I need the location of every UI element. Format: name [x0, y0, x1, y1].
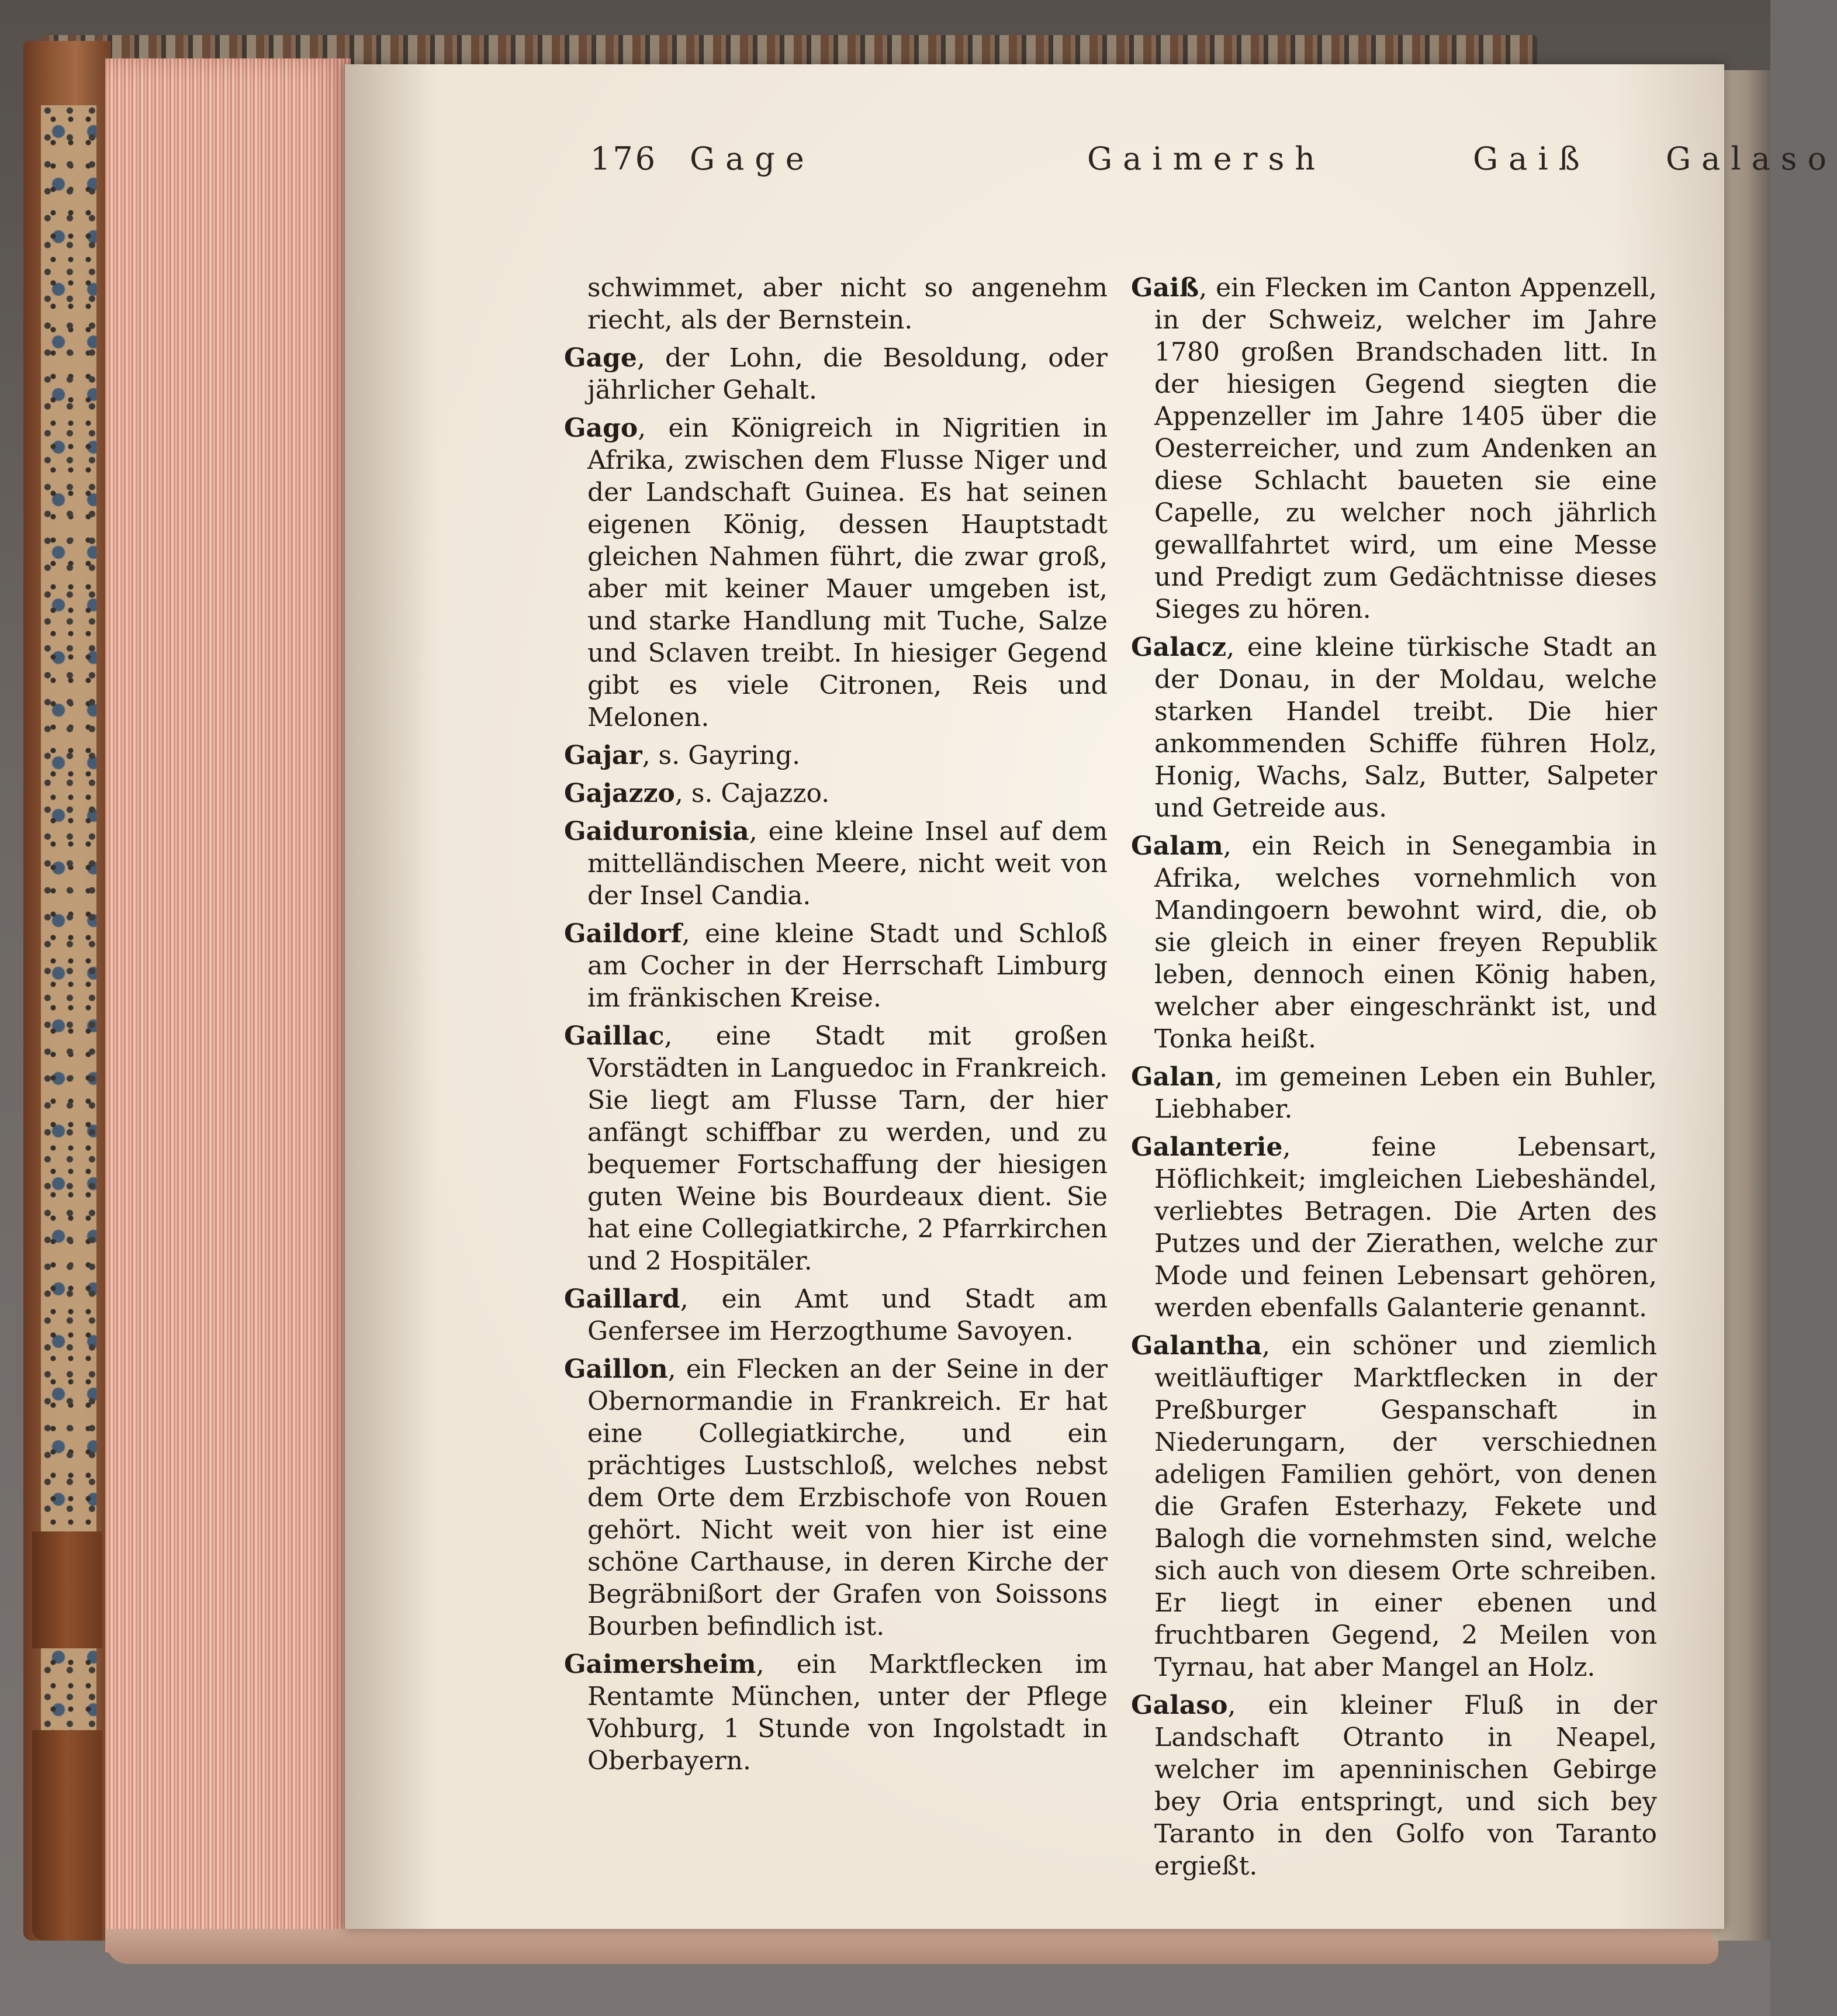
page-number: 176	[590, 140, 658, 177]
left-column	[564, 272, 1108, 1783]
page-block-bottom	[105, 1929, 1718, 1964]
dictionary-entry: Galam, ein Reich in Senegambia in Afrika, welches vornehmlich von Mandingoern bewohnt wird, die, ob sie gleich in einer freyen Republik leben, dennoch einen König haben, welcher aber eingeschränkt ist, und Tonka heißt.	[1131, 831, 1657, 1054]
dictionary-entry: Galanterie, feine Lebensart, Höflichkeit; imgleichen Liebeshändel, verliebtes Betragen. Die Arten des Putzes und der Zierathen, welche zur Mode und feinen Lebensart gehören, werden ebenfalls Galanterie genannt.	[1131, 1132, 1657, 1323]
dictionary-entry: Gaimersheim, ein Marktflecken im Rentamte München, unter der Pflege Vohburg, 1 Stunde von Ingolstadt in Oberbayern.	[564, 1650, 1108, 1776]
running-head	[245, 140, 1837, 193]
dictionary-entry: Gajar, s. Gayring.	[564, 741, 801, 770]
marbled-paper	[41, 105, 96, 1771]
dictionary-entry: Gago, ein Königreich in Nigritien in Afrika, zwischen dem Flusse Niger und der Landschaft Guinea. Es hat seinen eigenen König, dessen Hauptstadt gleichen Nahmen führt, die zwar groß, aber mit keiner Mauer umgeben ist, und starke Handlung mit Tuche, Salze und Sclaven treibt. In hiesiger Gegend gibt es viele Citronen, Reis und Melonen.	[564, 413, 1108, 732]
right-column	[1131, 272, 1657, 1888]
dictionary-entry: Gaiduronisia, eine kleine Insel auf dem mittelländischen Meere, nicht weit von der Insel Candia.	[564, 817, 1108, 911]
dictionary-entry: Galantha, ein schöner und ziemlich weitläuftiger Marktflecken in der Preßburger Gespanschaft in Niederungarn, der verschiednen adeligen Familien gehört, von denen die Grafen Esterhazy, Fekete und Balogh die vornehmsten sind, welche sich auch von diesem Orte schreiben. Er liegt in einer ebenen und fruchtbaren Gegend, 2 Meilen von Tyrnau, hat aber Mangel an Holz.	[1131, 1331, 1657, 1682]
dictionary-entry: schwimmet, aber nicht so angenehm riecht, als der Bernstein.	[587, 273, 1108, 335]
dictionary-entry: Galacz, eine kleine türkische Stadt an der Donau, in der Moldau, welche starken Handel treibt. Die hier ankommenden Schiffe führen Holz, Honig, Wachs, Salz, Butter, Salpeter und Getreide aus.	[1131, 632, 1657, 823]
dictionary-entry: Gaillon, ein Flecken an der Seine in der Obernormandie in Frankreich. Er hat eine Collegiatkirche, und ein prächtiges Lustschloß, welches nebst dem Orte dem Erzbischofe von Rouen gehört. Nicht weit von hier ist eine schöne Carthause, in deren Kirche der Begräbnißort der Grafen von Soissons Bourben befindlich ist.	[564, 1354, 1108, 1641]
leather-corner	[32, 1730, 102, 1941]
head-word: Gage	[690, 140, 815, 177]
dictionary-entry: Gajazzo, s. Cajazzo.	[564, 779, 830, 808]
head-word: Gaimersh	[1087, 140, 1326, 177]
dictionary-entry: Gaillac, eine Stadt mit großen Vorstädten in Languedoc in Frankreich. Sie liegt am Flusse Tarn, der hier anfängt schiffbar zu werden, und zu bequemer Fortschaffung der hiesigen guten Weine bis Bourdeaux dient. Sie hat eine Collegiatkirche, 2 Pfarrkirchen und 2 Hospitäler.	[564, 1021, 1108, 1276]
dictionary-entry: Galaso, ein kleiner Fluß in der Landschaft Otranto in Neapel, welcher im apenninischen Gebirge bey Oria entspringt, und sich bey Taranto in den Golfo von Taranto ergießt.	[1131, 1690, 1657, 1881]
leather-corner	[32, 1531, 102, 1648]
gutter-shadow	[345, 64, 438, 1929]
head-word: Galaso	[1666, 140, 1837, 177]
dictionary-entry: Gaildorf, eine kleine Stadt und Schloß am Cocher in der Herrschaft Limburg im fränkischen Kreise.	[564, 919, 1108, 1013]
dictionary-entry: Galan, im gemeinen Leben ein Buhler, Liebhaber.	[1131, 1062, 1657, 1124]
page-block-edge	[105, 58, 351, 1952]
dictionary-entry: Gaiß, ein Flecken im Canton Appenzell, in der Schweiz, welcher im Jahre 1780 großen Brandschaden litt. In der hiesigen Gegend siegten die Appenzeller im Jahre 1405 über die Oesterreicher, und zum Andenken an diese Schlacht baueten sie eine Capelle, zu welcher noch jährlich gewallfahrtet wird, um eine Messe und Predigt zum Gedächtnisse dieses Sieges zu hören.	[1131, 273, 1657, 624]
dictionary-entry: Gage, der Lohn, die Besoldung, oder jährlicher Gehalt.	[564, 343, 1108, 405]
dictionary-entry: Gaillard, ein Amt und Stadt am Genfersee im Herzogthume Savoyen.	[564, 1284, 1108, 1346]
head-word: Gaiß	[1473, 140, 1590, 177]
